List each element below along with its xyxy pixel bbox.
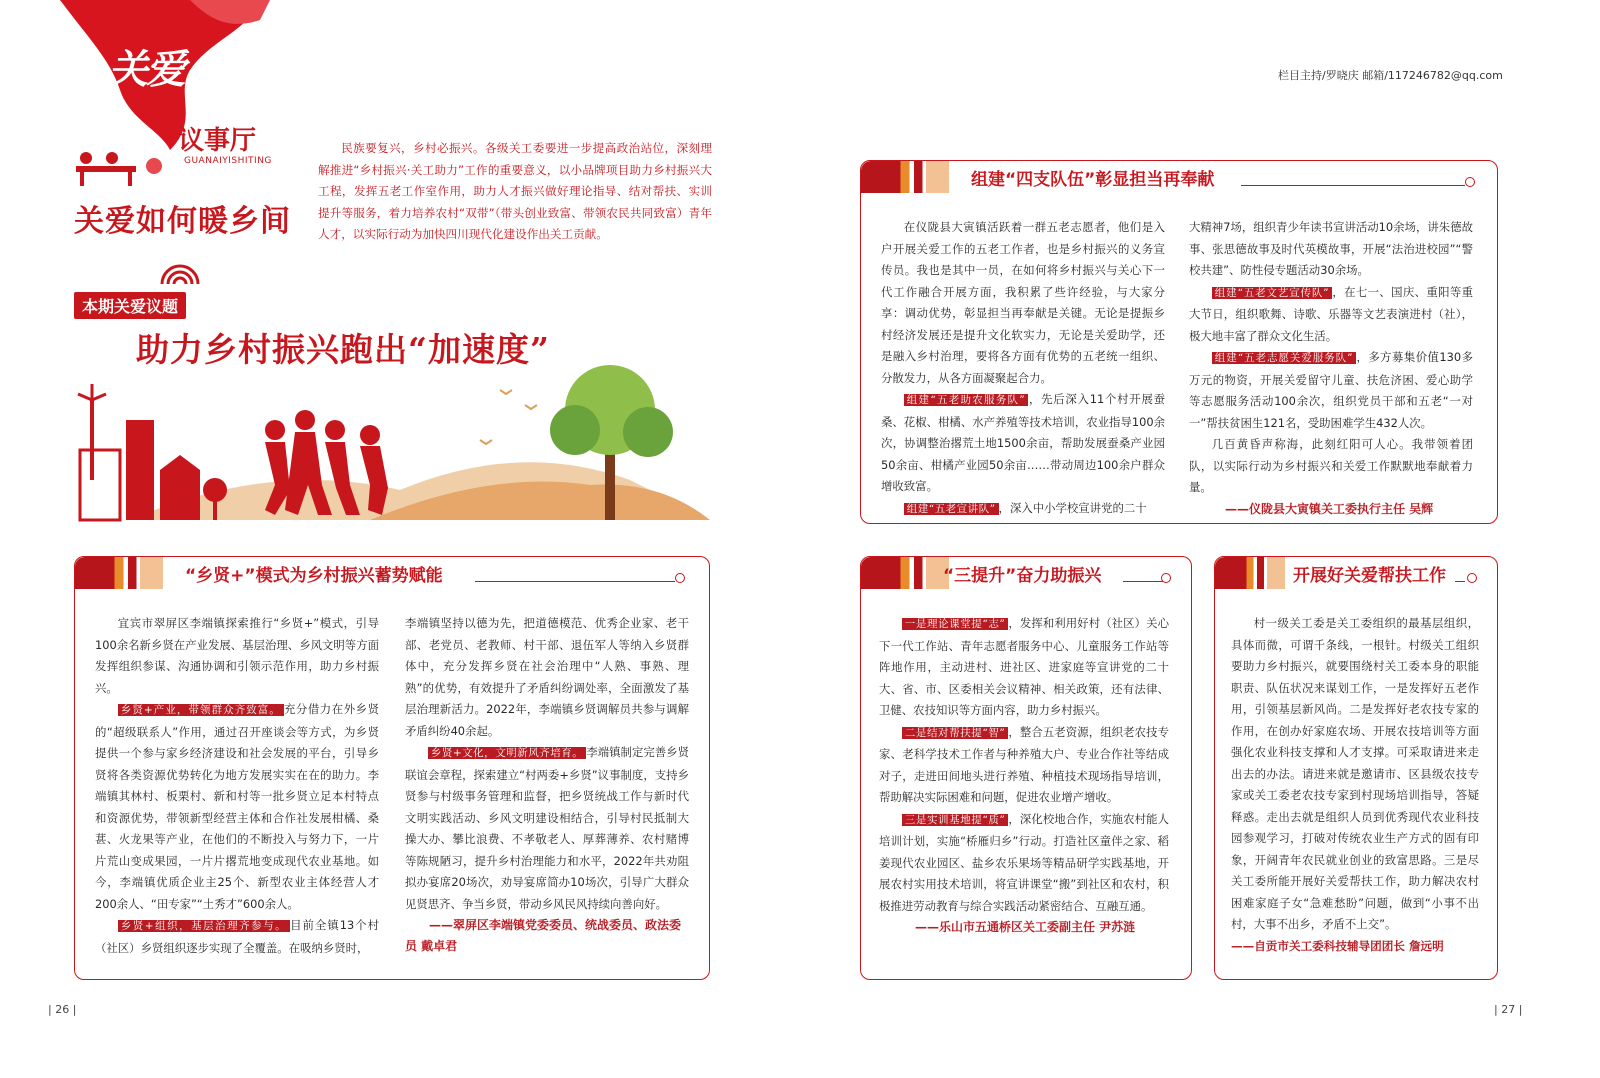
sizhi-signature: ——仪陇县大寅镇关工委执行主任 吴辉: [1225, 501, 1434, 516]
santisheng-p3: ，深化校地合作，实施农村能人培训计划，实施“桥雁归乡”行动。打造社区童伴之家、稻姜现代农业园区、盐乡农乐果场等精品研学实践基地，开展农村实用技术培训，将宣讲课堂“搬”到社区和农村，积极推进劳动教育与综合实践活动紧密结合、互融互通。: [879, 811, 1169, 913]
xiangxian-highlight-organization: 乡贤+组织，基层治理齐参与。: [118, 920, 290, 932]
topic-title: 助力乡村振兴跑出“加速度”: [136, 330, 550, 369]
sizhi-left-p3: ，深入中小学校宣讲党的二十: [998, 500, 1147, 515]
xiangxian-right-p1: 李端镇坚持以德为先，把道德模范、优秀企业家、老干部、老党员、老教师、村干部、退伍军人等纳入乡贤群体中，充分发挥乡贤在社会治理中“人熟、事熟、理熟”的优势，有效提升了矛盾纠纷调处率，全面激发了基层治理新活力。2022年，李端镇乡贤调解员共参与调解矛盾纠纷40余起。: [405, 616, 689, 738]
sizhi-right-p1: 大精神7场，组织青少年读书宣讲活动10余场，讲朱德故事、张思德故事及时代英模故事，开展“法治进校园”“警校共建”、防性侵专题活动30余场。: [1189, 220, 1473, 277]
sizhi-right-p2: ，在七一、国庆、重阳等重大节日，组织歌舞、诗歌、乐器等文艺表演进村（社），极大地丰富了群众文化生活。: [1189, 284, 1473, 343]
xiangxian-signature: ——翠屏区李端镇党委委员、统战委员、政法委员 戴卓君: [405, 918, 682, 953]
logo-script: 关爱: [108, 46, 184, 93]
article-sizhi-title: 组建“四支队伍”彰显担当再奉献: [971, 170, 1215, 190]
page-number-right: | 27 |: [1494, 1003, 1523, 1016]
sizhi-highlight-zhiyuan: 组建“五老志愿关爱服务队”: [1212, 352, 1356, 364]
bangfu-p1: 村一级关工委是关工委组织的最基层组织，具体而微，可谓千条线，一根针。村级关工组织要助力乡村振兴，就要围绕村关工委本身的职能职责、队伍状况来谋划工作，一是发挥好五老作用，引领基层新风尚。二是发挥好老农技专家的作用，在创办好家庭农场、开展农技培训等方面强化农业科技支撑和人才支撑。可采取请进来走出去的办法。请进来就是邀请市、区县级农技专家或关工委老农技专家到村现场培训指导，答疑释惑。走出去就是组织人员到优秀现代农业科技园参观学习，打破对传统农业生产方式的固有印象，开阔青年农民就业创业的致富思路。三是尽关工委所能开展好关爱帮扶工作，助力解决农村困难家庭子女“急难愁盼”问题，做到“小事不出村，大事不出乡，矛盾不上交”。: [1231, 616, 1479, 931]
santisheng-highlight-2: 二是结对帮扶提“智”: [902, 727, 1009, 739]
article-xiangxian-box: [74, 556, 710, 980]
knob-icon: [1465, 177, 1475, 187]
knob-icon: [1161, 573, 1171, 583]
knob-icon: [1467, 573, 1477, 583]
santisheng-highlight-1: 一是理论课堂提“志”: [902, 618, 1009, 630]
article-bangfu-title: 开展好关爱帮扶工作: [1293, 566, 1446, 586]
sizhi-highlight-xuanjiang: 组建“五老宣讲队”: [904, 503, 999, 515]
santisheng-p1: ，发挥和利用好村（社区）关心下一代工作站、青年志愿者服务中心、儿童服务工作站等阵地作用，主动进村、进社区、进家庭等宣讲党的二十大、省、市、区委相关会议精神、相关政策，还有法律、卫健、农技知识等方面内容，助力乡村振兴。: [879, 616, 1169, 717]
stripe-arc-icon: [160, 262, 200, 284]
page-number-left: | 26 |: [48, 1003, 77, 1016]
article-sizhi-box: [860, 160, 1498, 524]
sizhi-highlight-nongye: 组建“五老助农服务队”: [904, 394, 1028, 406]
sizhi-highlight-wenyi: 组建“五老文艺宣传队”: [1212, 287, 1332, 299]
column-headline: 关爱如何暖乡间: [74, 204, 291, 239]
column-host-info: 栏目主持/罗晓庆 邮箱/117246782@qq.com: [1278, 69, 1503, 82]
article-santisheng-title: “三提升”奋力助振兴: [943, 566, 1102, 586]
sizhi-right-p4: 几百黄昏声称海，此刻红阳可人心。我带领着团队，以实际行动为乡村振兴和关爱工作默默地奉献着力量。: [1189, 437, 1473, 494]
rural-revival-illustration: [70, 360, 720, 530]
article-xiangxian-title: “乡贤+”模式为乡村振兴蓄势赋能: [185, 566, 443, 586]
intro-text: 民族要复兴，乡村必振兴。各级关工委要进一步提高政治站位，深刻理解推进“乡村振兴·关工助力”工作的重要意义，以小品牌项目助力乡村振兴大工程，发挥五老工作室作用，助力人才振兴做好理论指导、结对帮扶、实训提升等服务，着力培养农村“双带”（带头创业致富、带领农民共同致富）青年人才，以实际行动为加快四川现代化建设作出关工贡献。: [318, 141, 712, 241]
knob-icon: [675, 573, 685, 583]
xiangxian-highlight-industry: 乡贤+产业，带领群众齐致富。: [118, 704, 284, 716]
santisheng-p2: ，整合五老资源，组织老农技专家、老科学技术工作者与种养殖大户、专业合作社等结成对子，走进田间地头进行养殖、种植技术现场指导培训，帮助解决实际困难和问题，促进农业增产增收。: [879, 724, 1169, 804]
xiangxian-highlight-culture: 乡贤+文化，文明新风齐培育。: [428, 747, 587, 759]
sizhi-left-p2: ，先后深入11个村开展蚕桑、花椒、柑橘、水产养殖等技术培训，农业指导100余次，协调整治撂荒土地1500余亩，帮助发展蚕桑产业园50余亩、柑橘产业园50余亩……带动周边100余户群众增收致富。: [881, 392, 1165, 493]
xiangxian-right-p2: 李端镇制定完善乡贤联谊会章程，探索建立“村两委+乡贤”议事制度，支持乡贤参与村级事务管理和监督，把乡贤统战工作与新时代文明实践活动、乡风文明建设相结合，引导村民抵制大操大办、攀比浪费、不孝敬老人、厚葬薄养、农村赌博等陈规陋习，提升乡村治理能力和水平，2022年共劝阻拟办宴席20场次，劝导宴席简办10场次，引导广大群众见贤思齐、争当乡贤，带动乡风民风持续向善向好。: [405, 745, 689, 911]
article-santisheng-box: [860, 556, 1192, 980]
santisheng-highlight-3: 三是实训基地提“质”: [902, 814, 1009, 826]
sizhi-left-p1: 在仪陇县大寅镇活跃着一群五老志愿者，他们是入户开展关爱工作的五老工作者，也是乡村振兴的义务宣传员。我也是其中一员，在如何将乡村振兴与关心下一代工作融合开展方面，我积累了些许经验，与大家分享：调动优势，彰显担当再奉献是关键。无论是提振乡村经济发展还是提升文化软实力，无论是关爱助学，还是融入乡村治理，要将各方面有优势的五老统一组织、分散发力，从各方面凝聚起合力。: [881, 220, 1165, 385]
logo-pinyin: GUANAIYISHITING: [184, 156, 272, 166]
article-bangfu-box: [1214, 556, 1498, 980]
topic-label: 本期关爱议题: [74, 292, 186, 319]
logo-hall-title: 议事厅: [178, 126, 257, 156]
xiangxian-left-p1: 宜宾市翠屏区李端镇探索推行“乡贤+”模式，引导100余名新乡贤在产业发展、基层治理、乡风文明等方面发挥组织参谋、沟通协调和引领示范作用，助力乡村振兴。: [95, 616, 379, 695]
xiangxian-left-p3: 目前全镇13个村（社区）乡贤组织逐步实现了全覆盖。在吸纳乡贤时，: [95, 918, 379, 955]
santisheng-signature: ——乐山市五通桥区关工委副主任 尹苏涟: [915, 920, 1136, 934]
meeting-table-icon: [72, 148, 182, 190]
bangfu-signature: ——自贡市关工委科技辅导团团长 詹远明: [1231, 938, 1444, 953]
xiangxian-left-p2: 充分借力在外乡贤的“超级联系人”作用，通过召开座谈会等方式，为乡贤提供一个参与家乡经济建设和社会发展的平台，引导乡贤将各类资源优势转化为地方发展实实在在的助力。李端镇其林村、板栗村、新和村等一批乡贤立足本村特点和资源优势，带领新型经营主体和合作社发展柑橘、桑葚、火龙果等产业，在他们的不断投入与努力下，一片片荒山变成果园，一片片撂荒地变成现代农业基地。如今，李端镇优质企业主25个、新型农业主体经营人才200余人、“田专家”“土秀才”600余人。: [95, 702, 379, 911]
sizhi-right-p3: ，多方募集价值130多万元的物资，开展关爱留守儿童、扶危济困、爱心助学等志愿服务活动100余次，组织党员干部和五老“一对一”帮扶贫困生121名，受助困难学生432人次。: [1189, 350, 1473, 430]
